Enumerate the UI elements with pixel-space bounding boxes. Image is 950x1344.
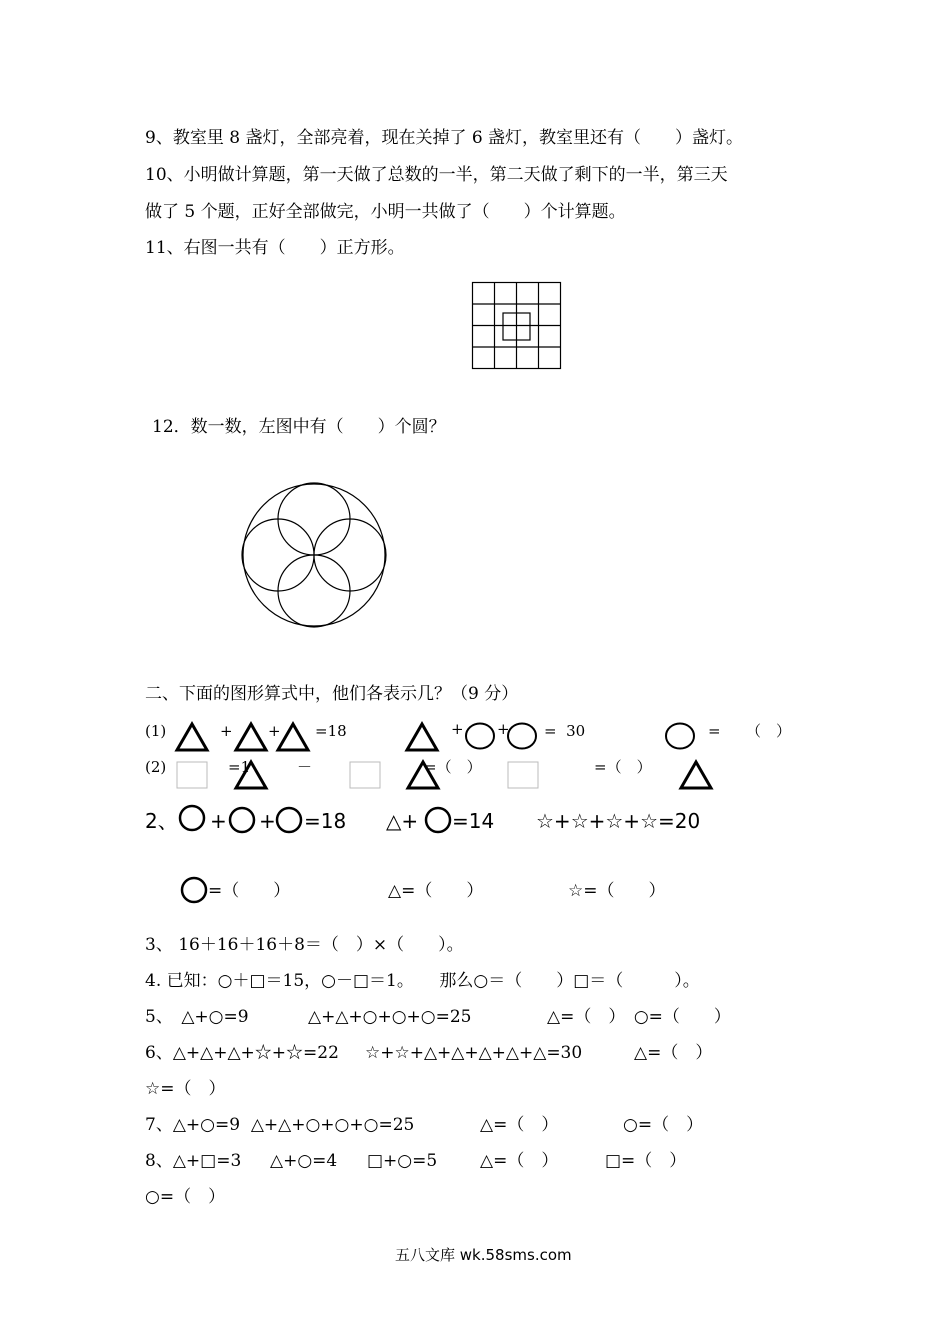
- q2-circle-answer: =（ ）: [208, 881, 291, 901]
- question-8c: □+○=5: [367, 1151, 438, 1171]
- eq1-plus: +: [220, 722, 233, 740]
- q2-triangle-plus: △+: [386, 809, 419, 833]
- footer-watermark: 五八文库 wk.58sms.com: [395, 1246, 572, 1264]
- q2-star-answer: ☆=（ ）: [568, 881, 666, 901]
- question-8b: △+○=4: [270, 1151, 338, 1171]
- triangle-icon: [679, 760, 713, 790]
- question-8e: □=（ ）: [605, 1151, 687, 1171]
- question-8d: △=（ ）: [480, 1151, 559, 1171]
- question-7c: ○=（ ）: [623, 1115, 704, 1135]
- circle-icon: [464, 722, 496, 750]
- q2-plus: +: [210, 809, 227, 833]
- eq1-plus: +: [268, 722, 281, 740]
- eq1c-equals: =: [708, 722, 721, 740]
- eq1b-plus: +: [451, 720, 464, 738]
- eq2-label: (2): [145, 758, 167, 776]
- eq1b-result: = 30: [544, 722, 586, 740]
- question-5b: △+△+○+○+○=25: [308, 1007, 472, 1027]
- question-6b: ☆+☆+△+△+△+△+△=30: [365, 1043, 583, 1063]
- triangle-icon: [405, 722, 439, 752]
- square-icon: [507, 761, 539, 789]
- triangle-icon: [276, 722, 310, 752]
- eq2-answer: =（ ）: [594, 758, 652, 776]
- eq1c-answer: （ ）: [746, 722, 792, 740]
- question-10-line1: 10、小明做计算题，第一天做了总数的一半，第二天做了剩下的一半，第三天: [145, 165, 728, 185]
- triangle-icon: [234, 722, 268, 752]
- circle-icon: [228, 806, 256, 834]
- question-6d: ☆=（ ）: [145, 1079, 226, 1099]
- square-icon: [349, 761, 381, 789]
- triangle-icon: [234, 760, 268, 790]
- circle-icon: [275, 806, 303, 834]
- question-8a: 8、△+□=3: [145, 1151, 242, 1171]
- question-12: 12．数一数，左图中有（ ）个圆？: [152, 417, 446, 437]
- circle-icon: [424, 806, 452, 834]
- square-grid-figure: [472, 282, 562, 370]
- triangle-icon: [175, 722, 209, 752]
- q2-plus: +: [259, 809, 276, 833]
- circle-icon: [180, 876, 208, 904]
- circle-icon: [178, 804, 206, 832]
- question-5c: △=（ ） ○=（ ）: [547, 1007, 731, 1027]
- eq1-label: (1): [145, 722, 167, 740]
- question-8f: ○=（ ）: [145, 1187, 226, 1207]
- question-6c: △=（ ）: [634, 1043, 713, 1063]
- question-5a: 5、 △+○=9: [145, 1007, 249, 1027]
- circle-icon: [506, 722, 538, 750]
- eq1b-plus: +: [497, 720, 510, 738]
- eq1-result: =18: [315, 722, 347, 740]
- question-3: 3、 16＋16＋16＋8＝（ ）×（ ）。: [145, 935, 464, 955]
- question-6a: 6、△+△+△+☆+☆=22: [145, 1043, 339, 1063]
- circles-figure: [241, 482, 387, 628]
- eq2-minus: －: [297, 758, 313, 776]
- question-4: 4. 已知：○＋□＝15，○－□＝1。 那么○＝（ ）□＝（ ）。: [145, 971, 700, 991]
- question-10-line2: 做了 5 个题，正好全部做完，小明一共做了（ ）个计算题。: [145, 202, 626, 222]
- question-7b: △=（ ）: [480, 1115, 559, 1135]
- question-11: 11、右图一共有（ ）正方形。: [145, 238, 405, 258]
- section-2-heading: 二、下面的图形算式中，他们各表示几？（9 分）: [145, 684, 519, 704]
- square-icon: [176, 761, 208, 789]
- q2-result-18: =18: [304, 809, 347, 833]
- eq2-answer: =（ ）: [424, 758, 482, 776]
- circle-icon: [664, 722, 696, 750]
- question-9: 9、教室里 8 盏灯，全部亮着，现在关掉了 6 盏灯，教室里还有（ ）盏灯。: [145, 128, 744, 148]
- q2-result-14: =14: [452, 809, 495, 833]
- eq2-fragment: =1: [228, 758, 251, 776]
- question-7a: 7、△+○=9 △+△+○+○+○=25: [145, 1115, 415, 1135]
- q2-triangle-answer: △=（ ）: [388, 881, 484, 901]
- q2-label: 2、: [145, 809, 178, 833]
- q2-stars: ☆+☆+☆+☆=20: [536, 809, 701, 833]
